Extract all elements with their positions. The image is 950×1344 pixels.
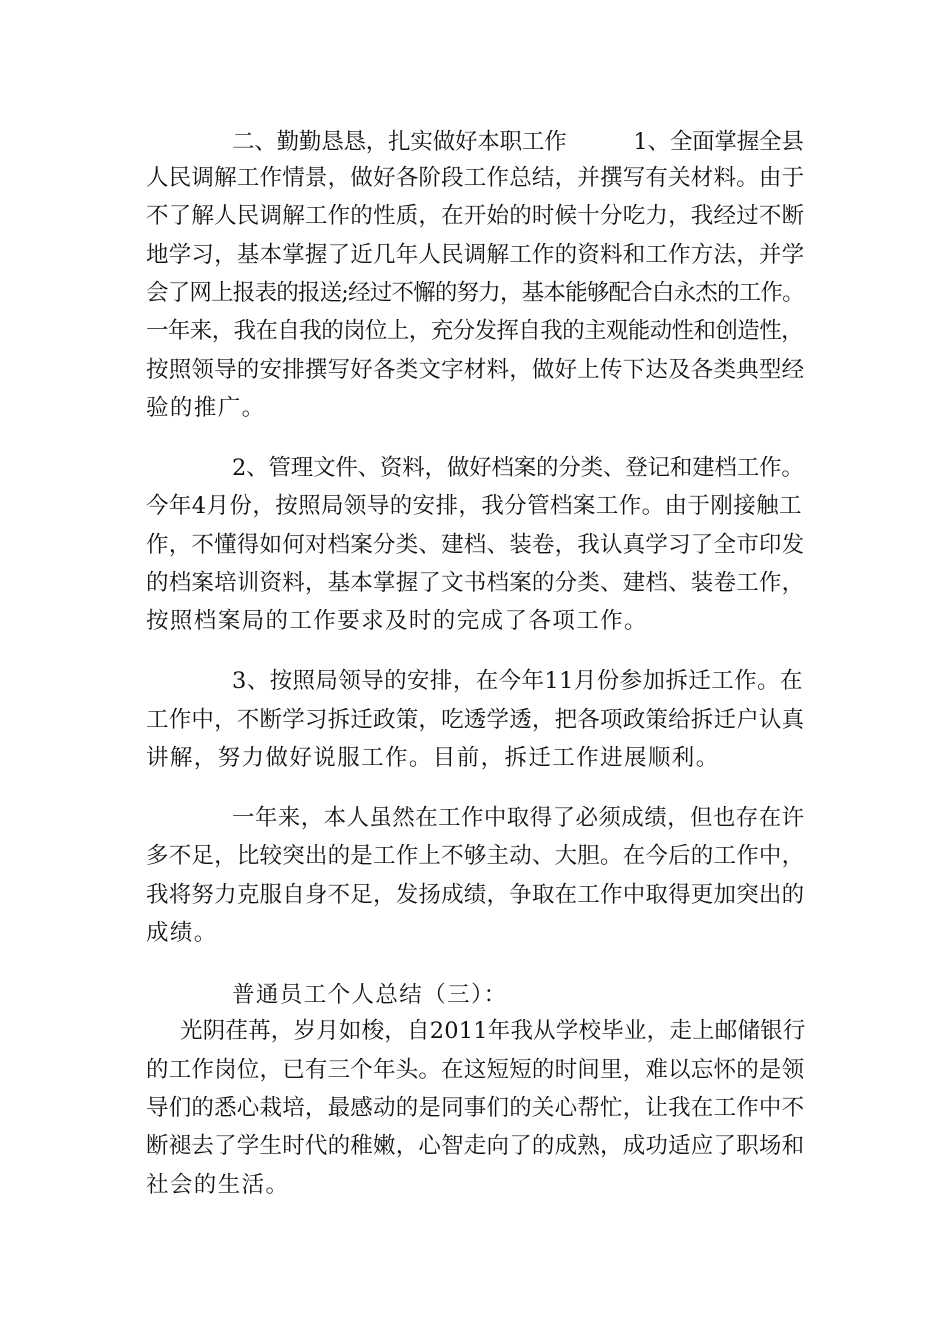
text-line: 按照领导的安排撰写好各类文字材料，做好上传下达及各类典型经 (146, 357, 805, 383)
text-line: 3、按照局领导的安排，在今年11月份参加拆迁工作。在 (232, 668, 803, 694)
text-line: 2、管理文件、资料，做好档案的分类、登记和建档工作。 (232, 455, 804, 481)
text-line: 成绩。 (146, 920, 218, 946)
text-line: 断褪去了学生时代的稚嫩，心智走向了的成熟，成功适应了职场和 (146, 1133, 805, 1159)
text-line: 人民调解工作情景，做好各阶段工作总结，并撰写有关材料。由于 (146, 165, 805, 191)
text-line: 多不足，比较突出的是工作上不够主动、大胆。在今后的工作中， (146, 843, 805, 869)
text-line: 我将努力克服自身不足，发扬成绩，争取在工作中取得更加突出的 (146, 882, 805, 908)
text-line: 光阴荏苒，岁月如梭，自2011年我从学校毕业，走上邮储银行 (180, 1018, 806, 1044)
text-line: 会了网上报表的报送;经过不懈的努力，基本能够配合白永杰的工作。 (146, 280, 804, 306)
text-line: 的工作岗位，已有三个年头。在这短短的时间里，难以忘怀的是领 (146, 1057, 805, 1083)
text-line: 讲解，努力做好说服工作。目前，拆迁工作进展顺利。 (146, 745, 720, 771)
text-line: 一年来，本人虽然在工作中取得了必须成绩，但也存在许 (232, 805, 805, 831)
text-line: 验的推广。 (146, 395, 266, 421)
text-line: 按照档案局的工作要求及时的完成了各项工作。 (146, 608, 648, 634)
text-line: 工作中，不断学习拆迁政策，吃透学透，把各项政策给拆迁户认真 (146, 707, 805, 733)
section-heading: 普通员工个人总结（三）： (232, 982, 508, 1008)
text-line: 今年4月份，按照局领导的安排，我分管档案工作。由于刚接触工 (146, 493, 802, 519)
text-line: 一年来，我在自我的岗位上，充分发挥自我的主观能动性和创造性， (146, 318, 804, 344)
text-line: 作，不懂得如何对档案分类、建档、装卷，我认真学习了全市印发 (146, 532, 805, 558)
text-line: 的档案培训资料，基本掌握了文书档案的分类、建档、装卷工作， (146, 570, 805, 596)
text-line: 地学习，基本掌握了近几年人民调解工作的资料和工作方法，并学 (146, 242, 805, 268)
text-line: 二、勤勤恳恳，扎实做好本职工作 1、全面掌握全县 (232, 129, 804, 155)
text-line: 社会的生活。 (146, 1172, 290, 1198)
text-line: 不了解人民调解工作的性质，在开始的时候十分吃力，我经过不断 (146, 203, 805, 229)
text-line: 导们的悉心栽培，最感动的是同事们的关心帮忙，让我在工作中不 (146, 1095, 805, 1121)
